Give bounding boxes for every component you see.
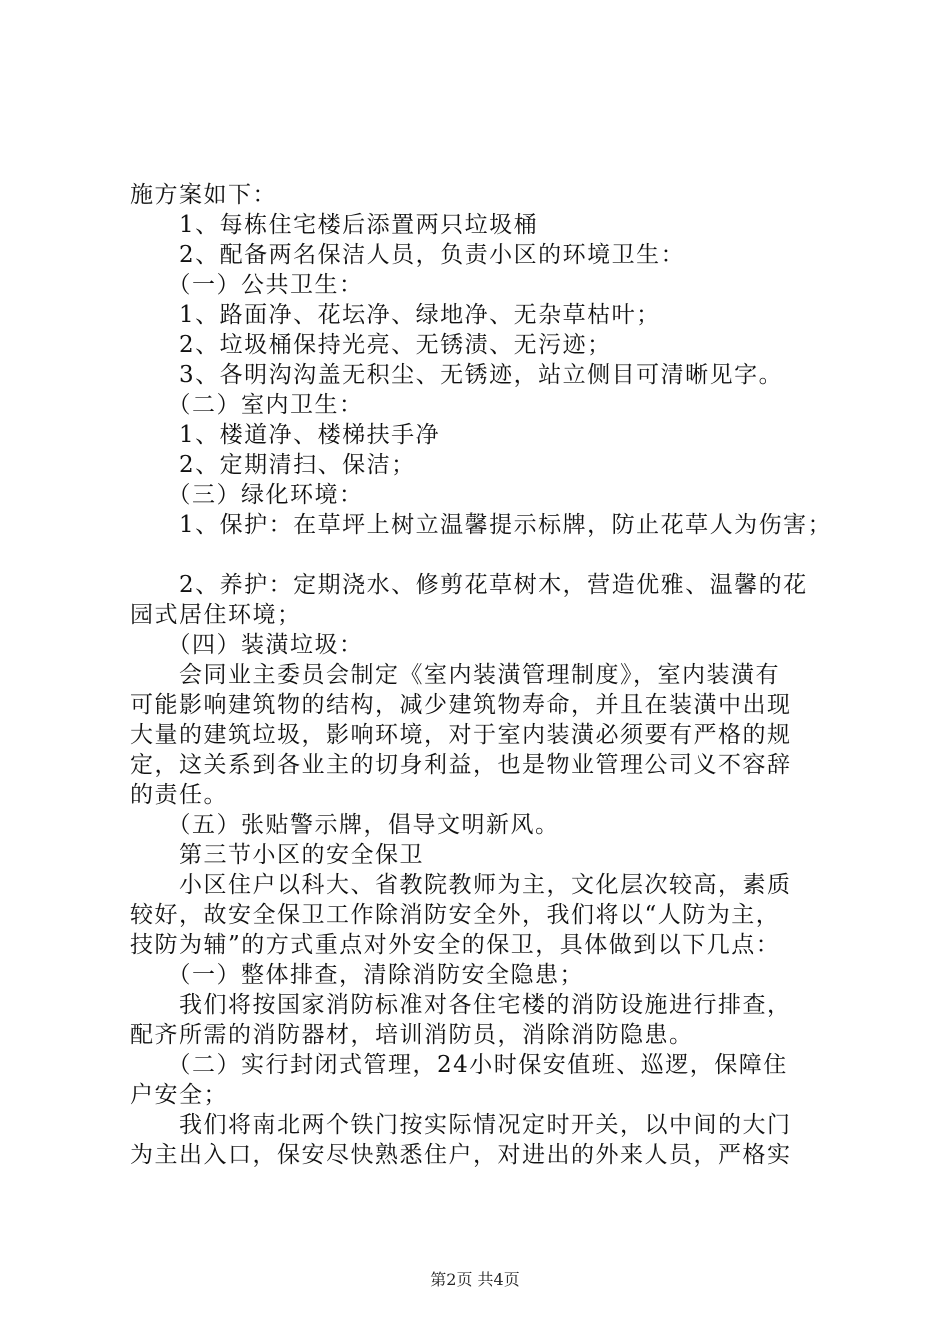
text-line: （一）整体排查，清除消防安全隐患；: [130, 962, 584, 988]
text-line: 定，这关系到各业主的切身利益，也是物业管理公司义不容辞: [130, 752, 792, 778]
text-line: 2、垃圾桶保持光亮、无锈渍、无污迹；: [130, 332, 612, 358]
text-line: 大量的建筑垃圾，影响环境，对于室内装潢必须要有严格的规: [130, 722, 792, 748]
text-line: 2、养护：定期浇水、修剪花草树木，营造优雅、温馨的花: [130, 572, 808, 598]
text-line: 较好，故安全保卫工作除消防安全外，我们将以“人防为主，: [130, 902, 781, 928]
text-line: 2、定期清扫、保洁；: [130, 452, 416, 478]
text-line: 为主出入口，保安尽快熟悉住户，对进出的外来人员，严格实: [130, 1142, 792, 1168]
text-line: 我们将南北两个铁门按实际情况定时开关，以中间的大门: [130, 1112, 792, 1138]
text-line: 3、各明沟沟盖无积尘、无锈迹，站立侧目可清晰见字。: [130, 362, 784, 388]
text-line: 技防为辅”的方式重点对外安全的保卫，具体做到以下几点：: [130, 932, 781, 958]
text-line: 1、楼道净、楼梯扶手净: [130, 422, 441, 448]
text-line: 2、配备两名保洁人员，负责小区的环境卫生：: [130, 242, 686, 268]
text-line: 1、路面净、花坛净、绿地净、无杂草枯叶；: [130, 302, 661, 328]
text-line: 户安全；: [130, 1082, 228, 1108]
text-line: 我们将按国家消防标准对各住宅楼的消防设施进行排查，: [130, 992, 792, 1018]
text-line: 的责任。: [130, 782, 228, 808]
section-heading: 第三节小区的安全保卫: [130, 842, 424, 868]
text-line: 配齐所需的消防器材，培训消防员，消除消防隐患。: [130, 1022, 694, 1048]
text-line: 会同业主委员会制定《室内装潢管理制度》，室内装潢有: [130, 662, 780, 688]
text-line: 小区住户以科大、省教院教师为主，文化层次较高，素质: [130, 872, 792, 898]
text-line: （一）公共卫生：: [130, 272, 364, 298]
page-number-footer: 第2页 共4页: [430, 1270, 520, 1289]
text-line: 施方案如下：: [130, 182, 277, 208]
text-line: （五）张贴警示牌，倡导文明新风。: [130, 812, 560, 838]
text-line: （三）绿化环境：: [130, 482, 364, 508]
text-line: （二）实行封闭式管理，24小时保安值班、巡逻，保障住: [130, 1052, 788, 1078]
text-line: 园式居住环境；: [130, 602, 302, 628]
text-line: 1、保护：在草坪上树立温馨提示标牌，防止花草人为伤害；: [130, 512, 833, 538]
text-line: （四）装潢垃圾：: [130, 632, 364, 658]
text-line: 可能影响建筑物的结构，减少建筑物寿命，并且在装潢中出现: [130, 692, 792, 718]
text-line: 1、每栋住宅楼后添置两只垃圾桶: [130, 212, 539, 238]
text-line: （二）室内卫生：: [130, 392, 364, 418]
